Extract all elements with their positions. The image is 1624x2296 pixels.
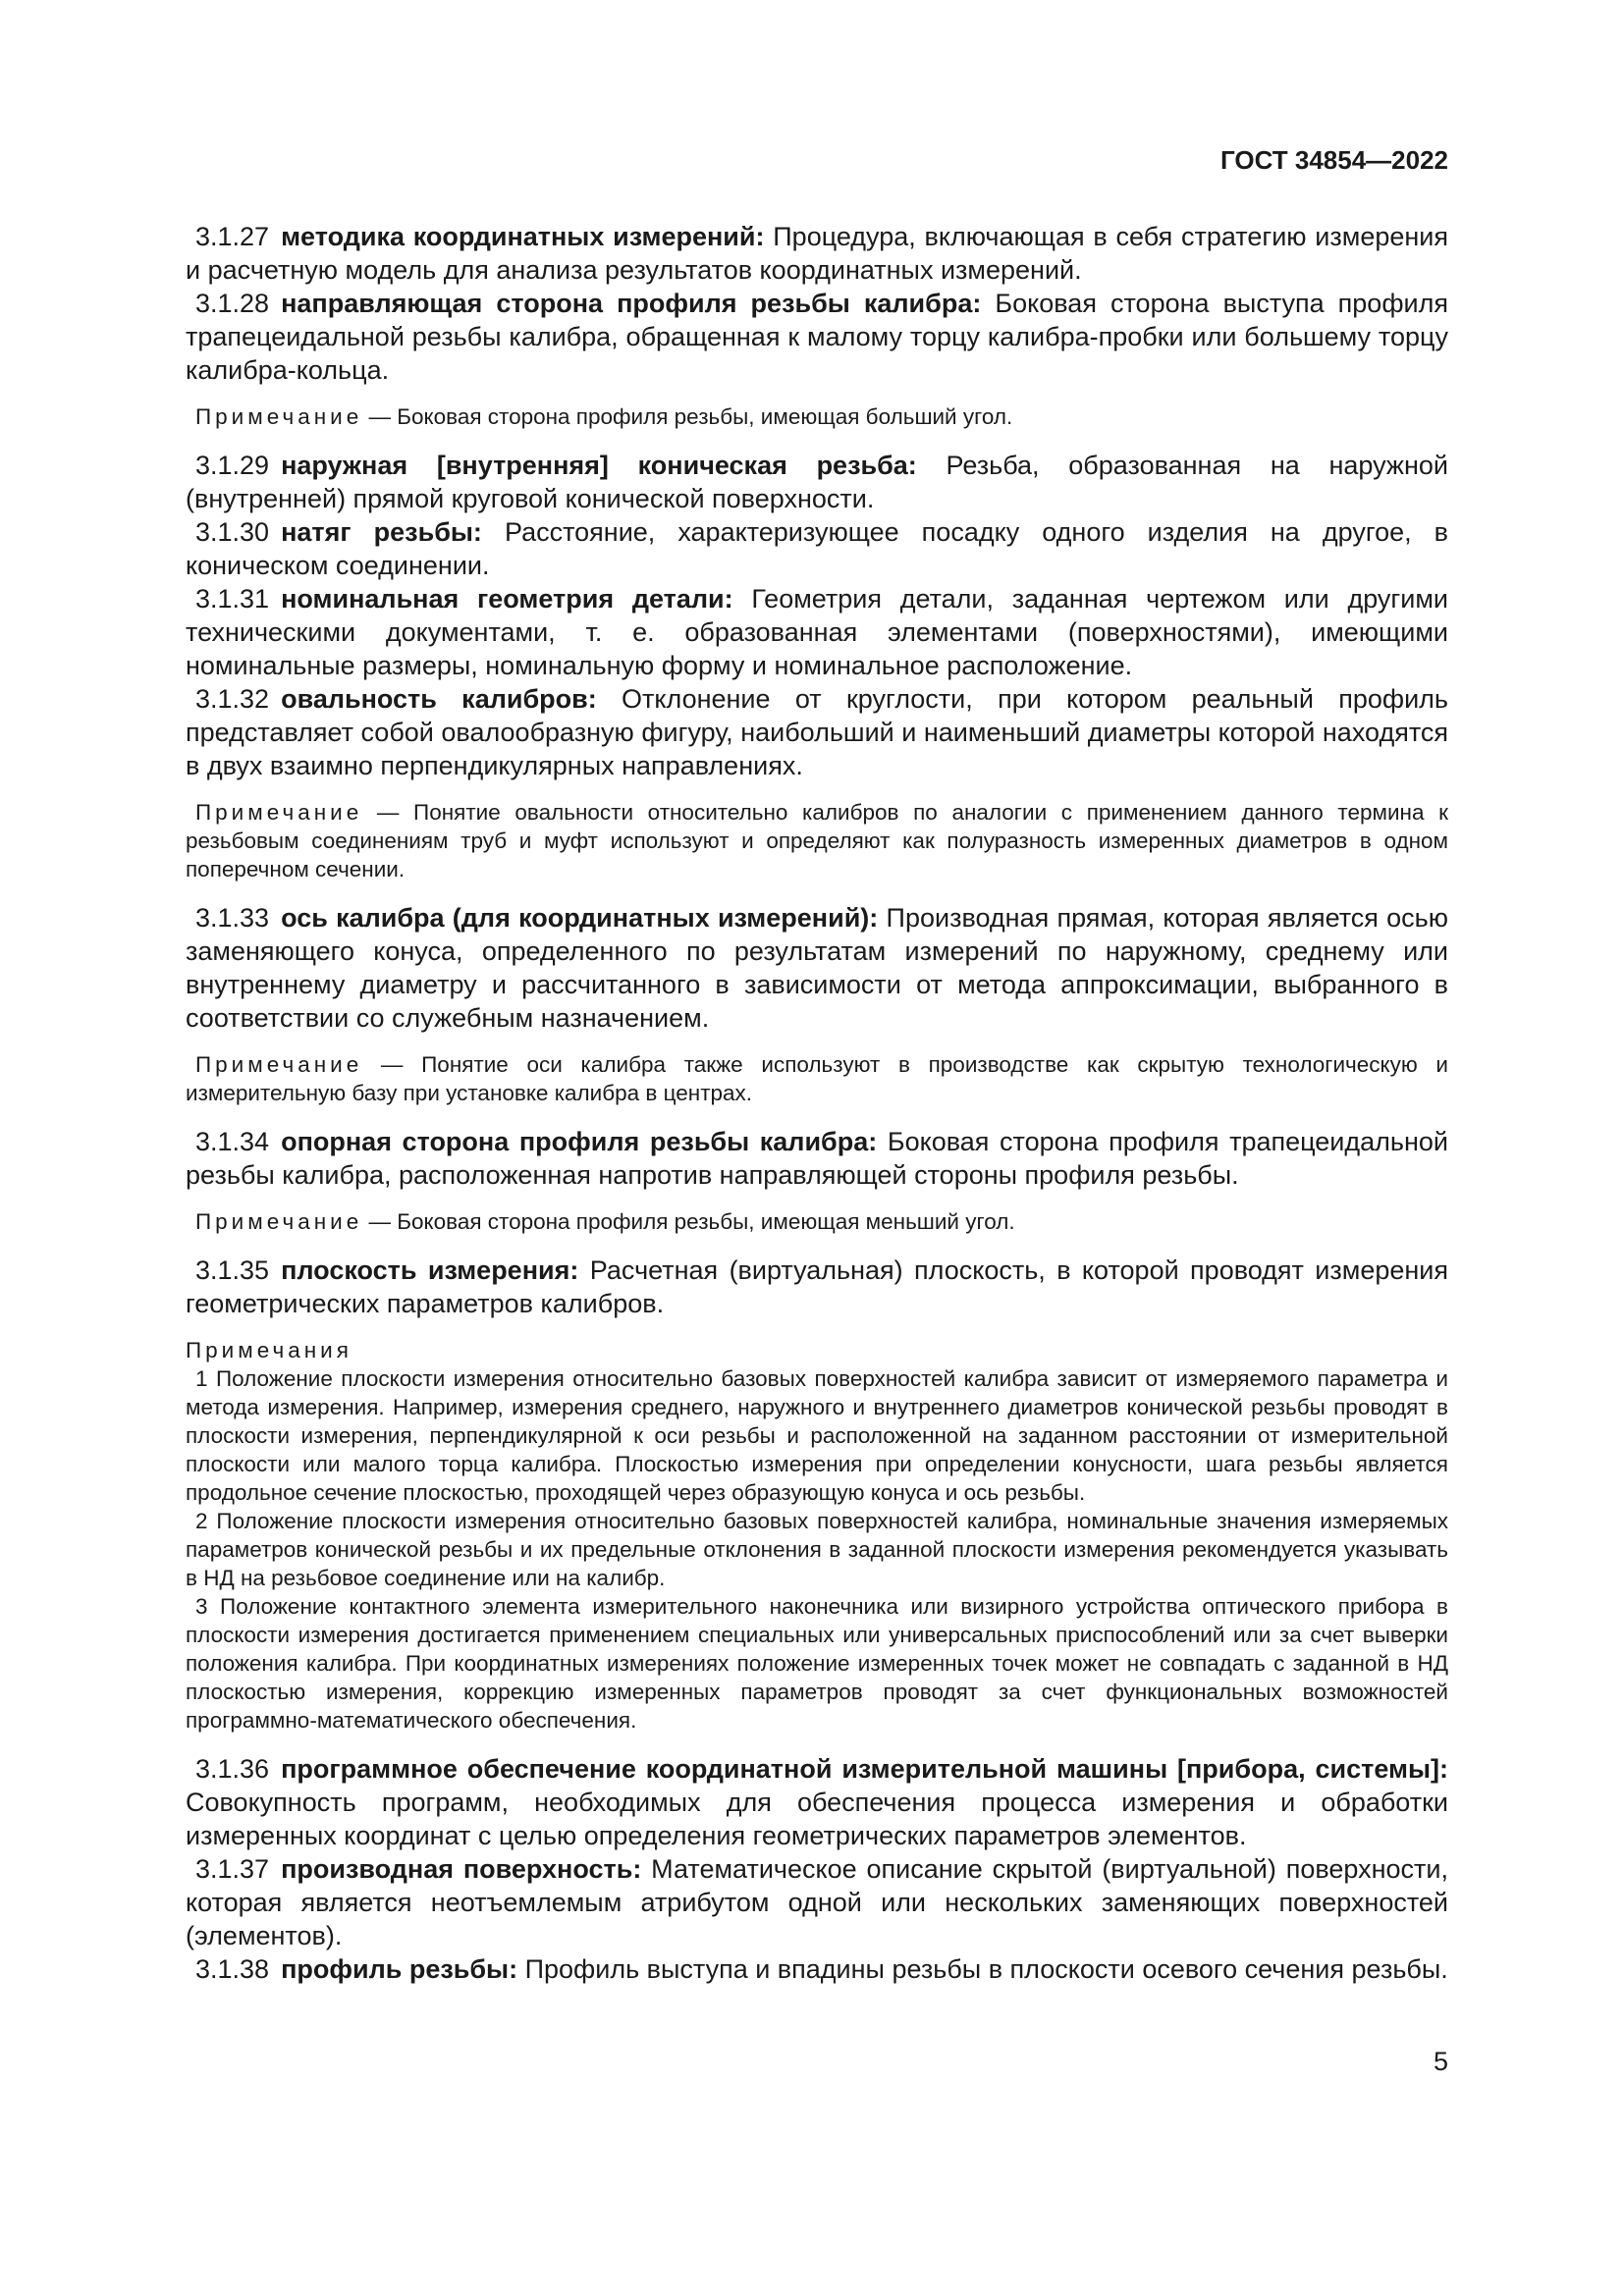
term-number: 3.1.33 [195,903,270,933]
term-3-1-35 [176,1254,1448,1320]
term-number: 3.1.36 [195,1754,270,1784]
document-code: ГОСТ 34854—2022 [1220,145,1448,175]
note-3-1-32 [176,798,1448,883]
document-body [176,220,1448,1986]
term-definition: Отклонение от круглости, при котором реальный профиль представляет собой овалообразную фигуру, наибольший и наименьший диаметры которой находятся в двух взаимно перпендикулярных направлениях. [186,684,1448,780]
term-number: 3.1.37 [195,1854,270,1884]
term-number: 3.1.29 [195,451,270,480]
term-title: наружная [внутренняя] коническая резьба: [281,451,917,480]
note-item-3: 3 Положение контактного элемента измерительного наконечника или визирного устройства оптического прибора в плоскости измерения достигается применением специальных или универсальных приспособлений или за счет выверки положения калибра. При координатных измерениях положение измеренных точек может не совпадать с заданной в НД плоскостью измерения, коррекцию измеренных параметров проводят за счет функциональных возможностей программно-математического обеспечения. [186,1594,1448,1733]
term-title: номинальная геометрия детали: [281,584,733,614]
term-definition: Расстояние, характеризующее посадку одного изделия на другое, в коническом соединении. [186,517,1448,580]
term-title: методика координатных измерений: [281,222,765,251]
term-title: производная поверхность: [281,1854,642,1884]
term-title: программное обеспечение координатной измерительной машины [прибора, системы]: [281,1754,1448,1784]
note-text: — Понятие оси калибра также используют в производстве как скрытую технологическую и измерительную базу при установке калибра в центрах. [186,1052,1448,1105]
term-3-1-36 [176,1752,1448,1852]
term-number: 3.1.27 [195,222,270,251]
note-item-1: 1 Положение плоскости измерения относительно базовых поверхностей калибра зависит от измеряемого параметра и метода измерения. Например, измерения среднего, наружного и внутреннего диаметров конической резьбы проводят в плоскости измерения, перпендикулярной к оси резьбы и расположенной на заданном расстоянии от измерительной плоскости или малого торца калибра. Плоскостью измерения при определении конусности, шага резьбы является продольное сечение плоскостью, проходящей через образующую конуса и ось резьбы. [186,1366,1448,1505]
term-3-1-29 [176,449,1448,515]
term-title: овальность калибров: [281,684,597,714]
term-title: плоскость измерения: [281,1255,579,1285]
term-title: профиль резьбы: [281,1954,518,1984]
term-definition: Резьба, образованная на наружной (внутренней) прямой круговой конической поверхности. [186,451,1448,513]
term-3-1-30 [176,515,1448,582]
term-number: 3.1.31 [195,584,270,614]
note-label: Примечание [195,800,363,825]
term-title: ось калибра (для координатных измерений): [281,903,879,933]
note-text: — Боковая сторона профиля резьбы, имеющая больший угол. [362,404,1013,429]
term-3-1-37 [176,1852,1448,1952]
term-definition: Расчетная (виртуальная) плоскость, в которой проводят измерения геометрических параметров калибров. [186,1255,1448,1318]
term-definition: Производная прямая, которая является осью заменяющего конуса, определенного по результатам измерений по наружному, среднему или внутреннему диаметру и рассчитанного в зависимости от метода аппроксимации, выбранного в соответствии со служебным назначением. [186,903,1448,1033]
term-definition: Геометрия детали, заданная чертежом или другими техническими документами, т. е. образованная элементами (поверхностями), имеющими номинальные размеры, номинальную форму и номинальное расположение. [186,584,1448,680]
note-label: Примечание [195,404,363,429]
term-definition: Профиль выступа и впадины резьбы в плоскости осевого сечения резьбы. [517,1954,1448,1984]
term-title: направляющая сторона профиля резьбы калибра: [281,289,982,318]
term-3-1-32 [176,682,1448,782]
page-number: 5 [1433,2047,1448,2076]
term-number: 3.1.32 [195,684,270,714]
term-number: 3.1.30 [195,517,270,547]
note-3-1-34 [176,1207,1448,1236]
term-definition: Боковая сторона профиля трапецеидальной резьбы калибра, расположенная напротив направляющей стороны профиля резьбы. [186,1127,1448,1190]
note-text: — Понятие овальности относительно калибров по аналогии с применением данного термина к резьбовым соединениям труб и муфт используют и определяют как полуразность измеренных диаметров в одном поперечном сечении. [186,800,1448,881]
term-definition: Совокупность программ, необходимых для обеспечения процесса измерения и обработки измеренных координат с целью определения геометрических параметров элементов. [186,1788,1448,1850]
note-3-1-28 [176,402,1448,431]
notes-heading: Примечания [186,1338,352,1362]
term-3-1-31 [176,582,1448,682]
term-number: 3.1.34 [195,1127,270,1156]
term-number: 3.1.28 [195,289,270,318]
term-3-1-27 [176,220,1448,287]
term-number: 3.1.35 [195,1255,270,1285]
term-title: опорная сторона профиля резьбы калибра: [281,1127,878,1156]
term-3-1-38 [176,1952,1448,1986]
term-definition: Математическое описание скрытой (виртуальной) поверхности, которая является неотъемлемым атрибутом одной или нескольких заменяющих поверхностей (элементов). [186,1854,1448,1950]
note-text: — Боковая сторона профиля резьбы, имеющая меньший угол. [362,1209,1015,1234]
term-3-1-28 [176,287,1448,387]
note-item-2: 2 Положение плоскости измерения относительно базовых поверхностей калибра, номинальные значения измеряемых параметров конической резьбы и их предельные отклонения в заданной плоскости измерения рекомендуется указывать в НД на резьбовое соединение или на калибр. [186,1509,1448,1590]
term-3-1-34 [176,1125,1448,1192]
note-label: Примечание [195,1209,363,1234]
term-definition: Процедура, включающая в себя стратегию измерения и расчетную модель для анализа результатов координатных измерений. [186,222,1448,285]
note-label: Примечание [195,1052,363,1077]
term-number: 3.1.38 [195,1954,270,1984]
note-3-1-33 [176,1050,1448,1107]
term-3-1-33 [176,901,1448,1035]
term-title: натяг резьбы: [281,517,482,547]
term-definition: Боковая сторона выступа профиля трапецеидальной резьбы калибра, обращенная к малому торцу калибра-пробки или большему торцу калибра-кольца. [186,289,1448,385]
